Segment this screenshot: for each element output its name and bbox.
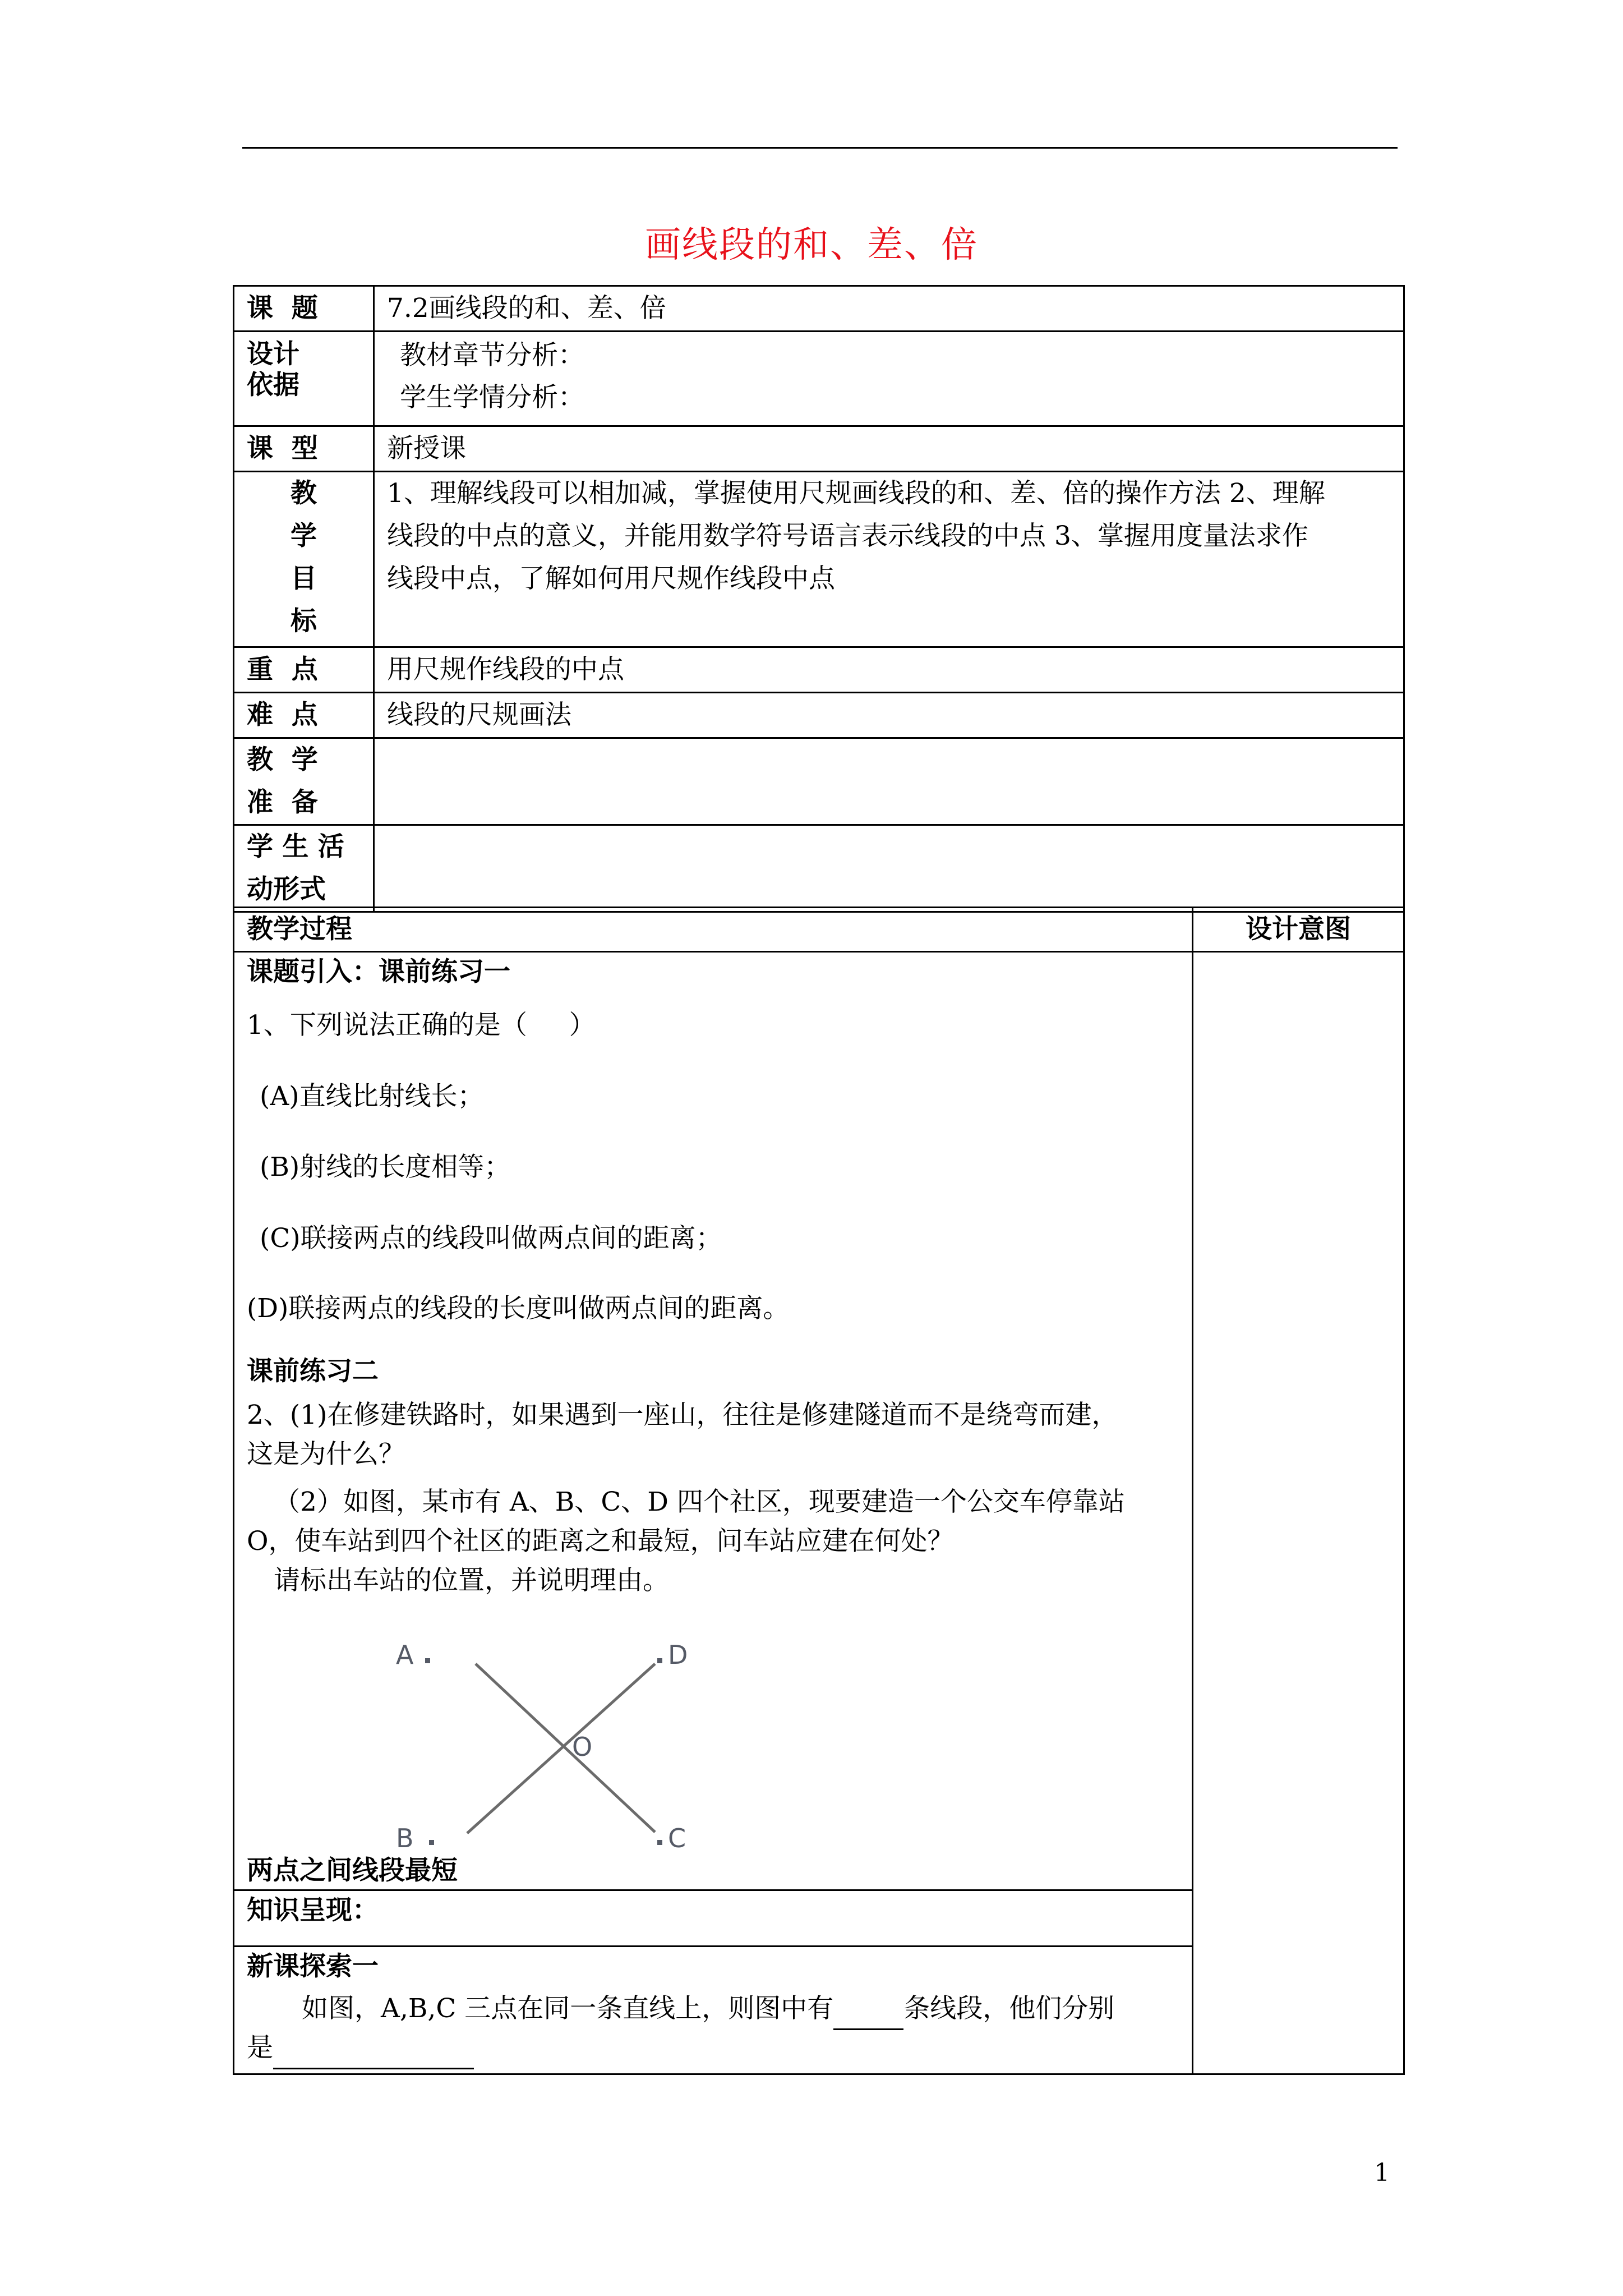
q2-line: 这是为什么？	[247, 1439, 405, 1470]
new-lesson-heading: 新课探索一	[247, 1951, 379, 1982]
basis-label-line-2: 依据	[247, 370, 299, 401]
difficulty-label: 难 点	[234, 693, 374, 738]
goals-line: 线段的中点的意义，并能用数学符号语言表示线段的中点 3、掌握用度量法求作	[387, 521, 1308, 551]
point-a-dot	[425, 1658, 430, 1663]
goals-label	[234, 472, 374, 647]
community-figure	[324, 1631, 863, 1850]
point-label-a: A	[396, 1640, 414, 1670]
activity-label-line-2: 动形式	[247, 874, 326, 905]
key-point-value: 用尺规作线段的中点	[374, 647, 1404, 693]
basis-label-line-1: 设计	[247, 339, 299, 370]
goals-label-char: 标	[291, 606, 317, 637]
answer-blank-segments[interactable]	[273, 2028, 474, 2069]
basis-value	[374, 332, 1404, 426]
goals-line: 线段中点，了解如何用尺规作线段中点	[387, 563, 835, 594]
point-c-dot	[657, 1840, 662, 1845]
intro-heading: 课题引入：课前练习一	[247, 956, 510, 987]
segment-d-b	[467, 1664, 655, 1833]
new-lesson-line-2	[247, 2028, 474, 2069]
new-lesson-text-c: 是	[247, 2032, 273, 2063]
prep-label-line-2: 准 备	[247, 787, 318, 818]
page-number: 1	[1374, 2159, 1390, 2187]
basis-label	[234, 332, 374, 426]
point-label-d: D	[668, 1640, 688, 1670]
new-lesson-block	[234, 1947, 1192, 2073]
activity-value	[374, 825, 1404, 912]
goals-value	[374, 472, 1404, 647]
new-lesson-line-1	[302, 1989, 1114, 2030]
goals-label-char: 教	[291, 478, 317, 509]
point-b-dot	[429, 1840, 434, 1845]
option-b: (B)射线的长度相等；	[260, 1152, 511, 1182]
process-table	[233, 907, 1405, 2075]
student-analysis: 学生学情分析：	[400, 382, 584, 413]
knowledge-cell	[234, 1890, 1193, 1947]
goals-label-char: 目	[291, 563, 317, 594]
goals-label-char: 学	[291, 521, 317, 551]
practice-2-heading: 课前练习二	[247, 1356, 379, 1387]
activity-label-line-1: 学 生 活	[247, 831, 344, 862]
point-label-b: B	[396, 1823, 414, 1850]
new-lesson-text-a: 如图，A,B,C 三点在同一条直线上，则图中有	[302, 1993, 834, 2024]
topic-value: 7.2画线段的和、差、倍	[374, 286, 1404, 332]
textbook-analysis: 教材章节分析：	[400, 340, 584, 371]
q2-line: （2）如图，某市有 A、B、C、D 四个社区，现要建造一个公交车停靠站	[274, 1487, 1125, 1517]
answer-blank-count[interactable]	[833, 1989, 903, 2030]
document-title: 画线段的和、差、倍	[645, 224, 978, 266]
type-value: 新授课	[374, 426, 1404, 472]
key-point-label: 重 点	[234, 647, 374, 693]
point-label-c: C	[668, 1823, 686, 1850]
option-c: (C)联接两点的线段叫做两点间的距离；	[260, 1223, 722, 1254]
prep-label	[234, 738, 374, 825]
new-lesson-text-b: 条线段，他们分别	[903, 1993, 1115, 2024]
process-header: 教学过程	[234, 908, 1193, 952]
point-d-dot	[657, 1658, 662, 1663]
intent-cell	[1193, 952, 1404, 2074]
intro-cell	[234, 952, 1193, 1890]
intro-block	[234, 953, 1192, 1889]
difficulty-value: 线段的尺规画法	[374, 693, 1404, 738]
header-rule	[242, 147, 1398, 149]
intent-header: 设计意图	[1193, 908, 1404, 952]
lesson-info-table	[233, 285, 1405, 913]
point-label-o: O	[572, 1732, 593, 1762]
option-a: (A)直线比射线长；	[260, 1081, 484, 1112]
prep-value	[374, 738, 1404, 825]
topic-label: 课 题	[234, 286, 374, 332]
conclusion-text: 两点之间线段最短	[247, 1855, 458, 1886]
question-1: 1、下列说法正确的是（ ）	[247, 1010, 596, 1041]
q2-line: O，使车站到四个社区的距离之和最短，问车站应建在何处？	[247, 1526, 954, 1557]
goals-line: 1、理解线段可以相加减，掌握使用尺规画线段的和、差、倍的操作方法 2、理解	[387, 478, 1325, 509]
prep-label-line-1: 教 学	[247, 744, 318, 775]
activity-label	[234, 825, 374, 912]
knowledge-heading: 知识呈现：	[247, 1895, 379, 1926]
option-d: (D)联接两点的线段的长度叫做两点间的距离。	[247, 1293, 790, 1324]
q2-line: 请标出车站的位置，并说明理由。	[274, 1565, 669, 1596]
q2-line: 2、(1)在修建铁路时，如果遇到一座山，往往是修建隧道而不是绕弯而建，	[247, 1400, 1118, 1430]
type-label: 课 型	[234, 426, 374, 472]
new-lesson-cell	[234, 1947, 1193, 2074]
